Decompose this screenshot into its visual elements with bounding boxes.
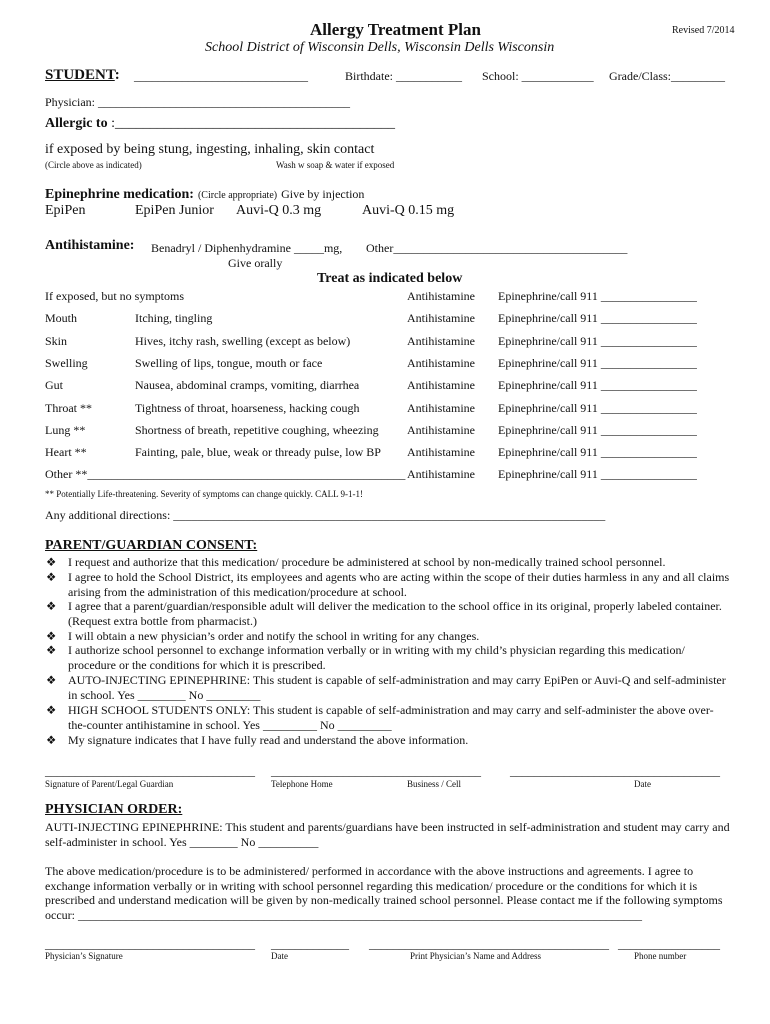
date-line[interactable]: ___________________________________ [510, 764, 720, 778]
parent-date-label: Date [634, 779, 651, 789]
treat-antihistamine-option[interactable]: Antihistamine [407, 423, 475, 437]
treat-antihistamine-option[interactable]: Antihistamine [407, 356, 475, 370]
page-subtitle: School District of Wisconsin Dells, Wisconsin Dells Wisconsin [205, 40, 555, 55]
physician-date-label: Date [271, 951, 288, 961]
consent-bullet-icon: ❖ [46, 675, 57, 687]
telephone-label: Telephone Home [271, 779, 333, 789]
consent-bullet-icon: ❖ [46, 601, 57, 613]
treat-symptoms: Hives, itchy rash, swelling (except as below) [135, 334, 351, 348]
epinephrine-give: Give by injection [281, 187, 365, 201]
exposure-options[interactable]: if exposed by being stung, ingesting, inhaling, skin contact [45, 142, 375, 157]
treat-symptoms: Swelling of lips, tongue, mouth or face [135, 356, 323, 370]
birthdate-field[interactable]: Birthdate: ___________ [345, 69, 462, 83]
treat-antihistamine-option[interactable]: Antihistamine [407, 378, 475, 392]
wash-note: Wash w soap & water if exposed [276, 160, 395, 170]
consent-item: I agree to hold the School District, its employees and agents who are acting within the scope of their duties harmless in any and all claims arising from the administration of this medication/procedure at school. [68, 570, 730, 599]
treat-area: If exposed, but no symptoms [45, 289, 184, 303]
treat-antihistamine-option[interactable]: Antihistamine [407, 467, 475, 481]
epinephrine-circle-note: (Circle appropriate) [197, 190, 278, 201]
parent-signature-label: Signature of Parent/Legal Guardian [45, 779, 174, 789]
treat-antihistamine-option[interactable]: Antihistamine [407, 311, 475, 325]
consent-item: HIGH SCHOOL STUDENTS ONLY: This student is capable of self-administration and may carry and self-administer the above over-the-counter antihistamine in school. Yes _________ No _________ [68, 703, 714, 732]
page-title: Allergy Treatment Plan [310, 20, 481, 39]
grade-class-field[interactable]: Grade/Class:_________ [609, 69, 725, 83]
student-colon: : [114, 67, 120, 83]
treat-area: Mouth [45, 311, 78, 325]
treat-epinephrine-option[interactable]: Epinephrine/call 911 ________________ [498, 378, 697, 392]
treat-antihistamine-option[interactable]: Antihistamine [407, 445, 475, 459]
parent-signature-line[interactable]: ___________________________________ [45, 764, 255, 778]
circle-note: (Circle above as indicated) [45, 160, 142, 170]
physician-signature-label: Physician’s Signature [45, 951, 123, 961]
treat-area: Skin [45, 334, 68, 348]
treat-symptoms: Itching, tingling [135, 311, 213, 325]
treat-epinephrine-option[interactable]: Epinephrine/call 911 ________________ [498, 289, 697, 303]
treat-epinephrine-option[interactable]: Epinephrine/call 911 ________________ [498, 334, 697, 348]
consent-bullet-icon: ❖ [46, 572, 57, 584]
life-threatening-note: ** Potentially Life-threatening. Severity of symptoms can change quickly. CALL 9-1-1! [45, 489, 364, 499]
treat-symptoms: Fainting, pale, blue, weak or thready pulse, low BP [135, 445, 381, 459]
physician-order-heading: PHYSICIAN ORDER: [45, 802, 183, 817]
allergic-to-field[interactable]: :________________________________________ [111, 116, 395, 131]
treat-heading: Treat as indicated below [317, 271, 463, 286]
treat-epinephrine-option[interactable]: Epinephrine/call 911 ________________ [498, 467, 697, 481]
consent-bullet-icon: ❖ [46, 631, 57, 643]
auvi-q-015-option[interactable]: Auvi-Q 0.15 mg [362, 203, 455, 218]
treat-area: Other **_____________________________________________________ [45, 467, 406, 481]
consent-bullet-icon: ❖ [46, 735, 57, 747]
physician-phone-label: Phone number [634, 951, 687, 961]
consent-bullet-icon: ❖ [46, 557, 57, 569]
treat-antihistamine-option[interactable]: Antihistamine [407, 401, 475, 415]
physician-signature-line[interactable]: ___________________________________ [45, 937, 255, 951]
consent-heading: PARENT/GUARDIAN CONSENT: [45, 538, 258, 553]
treat-area: Gut [45, 378, 63, 392]
consent-item: I authorize school personnel to exchange information verbally or in writing with my child’s physician regarding this medication/ procedure or the conditions for which it is prescribed. [68, 643, 685, 672]
auvi-q-03-option[interactable]: Auvi-Q 0.3 mg [236, 203, 322, 218]
treat-symptoms: Shortness of breath, repetitive coughing, wheezing [135, 423, 379, 437]
treat-antihistamine-option[interactable]: Antihistamine [407, 289, 475, 303]
consent-bullet-icon: ❖ [46, 705, 57, 717]
student-name-field[interactable]: _____________________________ [134, 69, 308, 83]
treat-epinephrine-option[interactable]: Epinephrine/call 911 ________________ [498, 356, 697, 370]
revision-date: Revised 7/2014 [672, 25, 735, 36]
physician-name-line[interactable]: ________________________________________ [369, 937, 609, 951]
treat-symptoms: Nausea, abdominal cramps, vomiting, diarrhea [135, 378, 360, 392]
physician-order-paragraph: The above medication/procedure is to be administered/ performed in accordance with the above instructions and agreements. I agree to exchange information verbally or in writing with school personnel regarding this medication/ procedure or the conditions for which it is prescribed and understand medication will be given by non-medically trained school personnel. Please contact me if the following symptoms occur: ______________________________________________________________________________________________ [45, 864, 723, 922]
treat-symptoms: Tightness of throat, hoarseness, hacking cough [135, 401, 360, 415]
physician-phone-line[interactable]: _________________ [618, 937, 720, 951]
telephone-line[interactable]: ___________________________________ [271, 764, 481, 778]
epipen-junior-option[interactable]: EpiPen Junior [135, 203, 214, 218]
treat-area: Swelling [45, 356, 88, 370]
business-label: Business / Cell [407, 779, 462, 789]
give-orally: Give orally [228, 256, 283, 270]
allergic-to-row [45, 116, 395, 132]
student-row [45, 66, 120, 84]
school-field[interactable]: School: ____________ [482, 69, 594, 83]
treat-antihistamine-option[interactable]: Antihistamine [407, 334, 475, 348]
epinephrine-row [45, 185, 364, 203]
consent-item: I agree that a parent/guardian/responsible adult will deliver the medication to the school office in its original, properly labeled container. (Request extra bottle from pharmacist.) [68, 599, 722, 628]
treat-epinephrine-option[interactable]: Epinephrine/call 911 ________________ [498, 445, 697, 459]
other-antihistamine-field[interactable]: Other_______________________________________ [366, 241, 628, 255]
physician-date-line[interactable]: _____________ [271, 937, 349, 951]
consent-bullet-icon: ❖ [46, 645, 57, 657]
epinephrine-label: Epinephrine medication: [45, 187, 194, 202]
physician-order-epi-paragraph: AUTI-INJECTING EPINEPHRINE: This student and parents/guardians have been instructed in self-administration and student may carry and self-administer in school. Yes ________ No __________ [45, 820, 730, 849]
treat-area: Heart ** [45, 445, 87, 459]
benadryl-field[interactable]: Benadryl / Diphenhydramine _____mg, [151, 241, 343, 255]
consent-item: AUTO-INJECTING EPINEPHRINE: This student is capable of self-administration and may carry EpiPen or Auvi-Q and self-administer in school. Yes ________ No _________ [68, 673, 726, 702]
consent-item: My signature indicates that I have fully read and understand the above information. [68, 733, 469, 747]
allergic-to-label: Allergic to [45, 116, 108, 131]
treat-area: Throat ** [45, 401, 92, 415]
treat-epinephrine-option[interactable]: Epinephrine/call 911 ________________ [498, 423, 697, 437]
additional-directions-field[interactable]: Any additional directions: ________________________________________________________________________ [45, 508, 606, 522]
consent-item: I request and authorize that this medication/ procedure be administered at school by non-medically trained school personnel. [68, 555, 666, 569]
treat-epinephrine-option[interactable]: Epinephrine/call 911 ________________ [498, 401, 697, 415]
consent-item: I will obtain a new physician’s order and notify the school in writing for any changes. [68, 629, 480, 643]
physician-field[interactable]: Physician: __________________________________________ [45, 95, 350, 109]
student-label: STUDENT [45, 67, 115, 83]
physician-name-label: Print Physician’s Name and Address [410, 951, 541, 961]
treat-epinephrine-option[interactable]: Epinephrine/call 911 ________________ [498, 311, 697, 325]
epipen-option[interactable]: EpiPen [45, 203, 86, 218]
antihistamine-label: Antihistamine: [45, 238, 135, 253]
treat-area: Lung ** [45, 423, 86, 437]
